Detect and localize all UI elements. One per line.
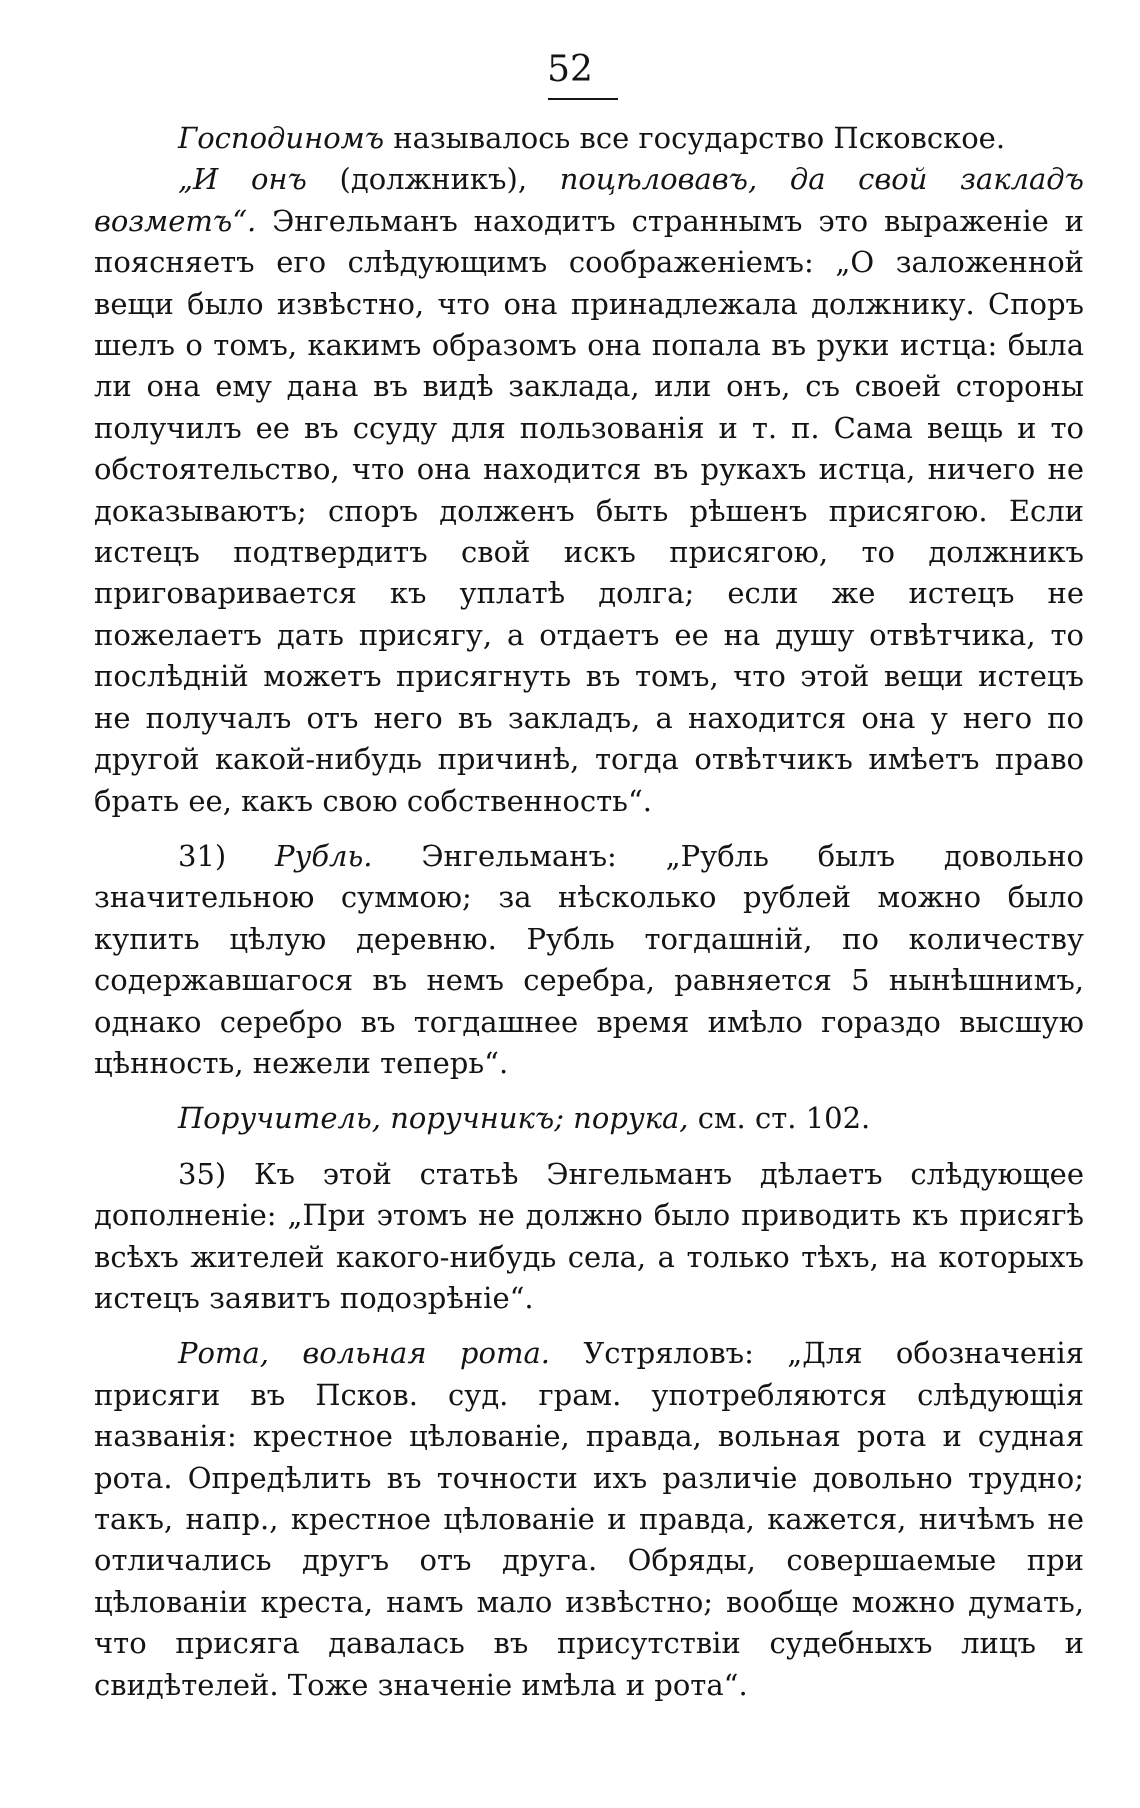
paragraph-35 — [94, 1154, 1084, 1320]
body-text — [94, 118, 1084, 1706]
paragraph-i-on — [94, 159, 1084, 822]
paragraph-text: Энгельманъ находитъ страннымъ это выраженіе и поясняетъ его слѣдующимъ соображеніемъ: „О заложенной вещи было извѣстно, что она принадлежала должнику. Споръ шелъ о томъ, какимъ образомъ она попала въ руки истца: была ли она ему дана въ видѣ заклада, или онъ, съ своей стороны получилъ ее въ ссуду для пользованія и т. п. Сама вещь и то обстоятельство, что она находится въ рукахъ истца, ничего не доказываютъ; споръ долженъ быть рѣшенъ присягою. Если истецъ подтвердитъ свой искъ присягою, то должникъ приговаривается къ уплатѣ долга; если же истецъ не пожелаетъ дать присягу, а отдаетъ ее на душу отвѣтчика, то послѣдній можетъ присягнуть въ томъ, что этой вещи истецъ не получалъ отъ него въ закладъ, а находится она у него по другой какой-нибудь причинѣ, тогда отвѣтчикъ имѣетъ право брать ее, какъ свою собственность“. — [94, 203, 1084, 818]
term-italic: Поручитель, поручникъ; порука, — [178, 1101, 689, 1136]
quote-italic: „И онъ — [178, 162, 307, 197]
paragraph-text: Энгельманъ: „Рубль былъ довольно значительною суммою; за нѣсколько рублей можно было купить цѣлую деревню. Рубль тогдашній, по количеству содержавшагося въ немъ серебра, равняется 5 нынѣшнимъ, однако серебро въ тогдашнее время имѣло гораздо высшую цѣнность, нежели теперь“. — [94, 838, 1084, 1080]
article-number: 31) — [178, 838, 276, 873]
quote-italic: поцѣловавъ, да свой закладъ возметъ“. — [94, 162, 1084, 238]
paragraph-text: называлось все государство Псковское. — [384, 121, 1006, 155]
paragraph-gospodinom — [94, 118, 1084, 159]
term-italic: Рубль. — [275, 838, 373, 873]
paragraph-text: см. ст. 102. — [688, 1101, 871, 1136]
paragraph-text: (должникъ), — [306, 162, 560, 197]
paragraph-31-rubl — [94, 836, 1084, 1084]
term-italic: Господиномъ — [178, 121, 385, 155]
paragraph-poruchitel — [94, 1098, 1084, 1139]
paragraph-text: Устряловъ: „Для обозначенія присяги въ Псков. суд. грам. употребляются слѣдующія названія: крестное цѣлованіе, правда, вольная рота и судная рота. Опредѣлить въ точности ихъ различіе довольно трудно; такъ, напр., крестное цѣлованіе и правда, кажется, ничѣмъ не отличались другъ отъ друга. Обряды, совершаемые при цѣлованіи креста, намъ мало извѣстно; вообще можно думать, что присяга давалась въ присутствіи судебныхъ лицъ и свидѣтелей. Тоже значеніе имѣла и рота“. — [94, 1336, 1084, 1702]
paragraph-text: 35) Къ этой статьѣ Энгельманъ дѣлаетъ слѣдующее дополненіе: „При этомъ не должно было приводить къ присягѣ всѣхъ жителей какого-нибудь села, а только тѣхъ, на которыхъ истецъ заявитъ подозрѣніе“. — [94, 1156, 1084, 1315]
page-number-rule — [548, 98, 618, 100]
page-number: 52 — [547, 49, 593, 90]
term-italic: Рота, вольная рота. — [178, 1336, 550, 1371]
paragraph-rota — [94, 1333, 1084, 1706]
